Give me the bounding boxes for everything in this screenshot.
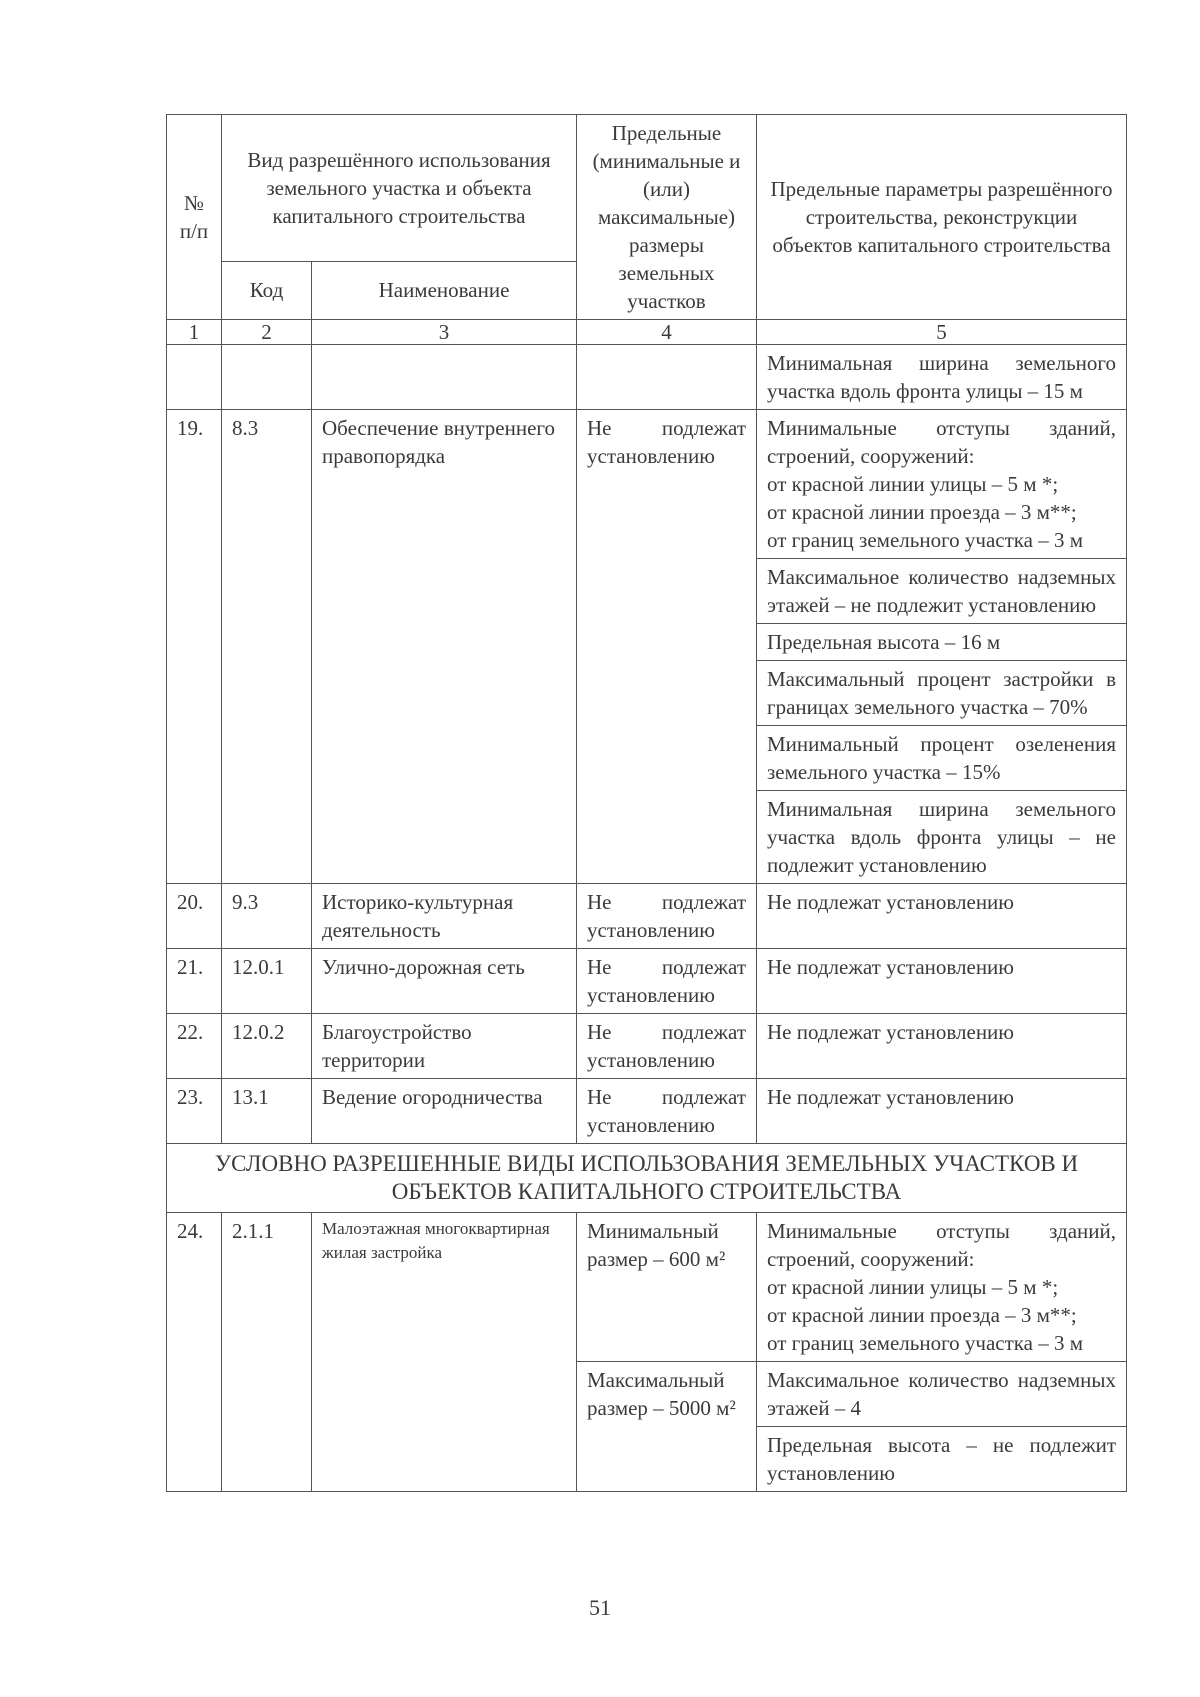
row-20-num: 20. [167,884,222,949]
row-24-setback-line: от красной линии проезда – 3 м**; [767,1303,1077,1327]
row-22-code: 12.0.2 [222,1014,312,1079]
column-number: 3 [312,320,577,345]
row-19-name: Обеспечение внутреннего правопорядка [312,410,577,884]
row-23-code: 13.1 [222,1079,312,1144]
row-22-sizes: Не подлежат установлению [577,1014,757,1079]
header-num: № п/п [167,115,222,320]
row-23-sizes: Не подлежат установлению [577,1079,757,1144]
row-23-params: Не подлежат установлению [757,1079,1127,1144]
row-19-params-height: Предельная высота – 16 м [757,624,1127,661]
section-heading: УСЛОВНО РАЗРЕШЕННЫЕ ВИДЫ ИСПОЛЬЗОВАНИЯ ЗЕМЕЛЬНЫХ УЧАСТКОВ И ОБЪЕКТОВ КАПИТАЛЬНОГО СТРОИТЕЛЬСТВА [167,1144,1127,1213]
header-params: Предельные параметры разрешённого строительства, реконструкции объектов капитального строительства [757,115,1127,320]
column-numbers-row [167,320,1127,345]
row-23-name: Ведение огородничества [312,1079,577,1144]
table-row-21 [167,949,1127,1014]
row-19-setback-line: от границ земельного участка – 3 м [767,528,1084,552]
row-continuation-params: Минимальная ширина земельного участка вдоль фронта улицы – 15 м [757,345,1127,410]
row-19-params-greenery: Минимальный процент озеленения земельного участка – 15% [757,726,1127,791]
row-21-num: 21. [167,949,222,1014]
table-row-22 [167,1014,1127,1079]
row-19-sizes: Не подлежат установлению [577,410,757,884]
header-code: Код [222,261,312,319]
row-24-setback-line: Минимальные отступы зданий, строений, сооружений: [767,1219,1116,1271]
table-row-continuation [167,345,1127,410]
row-24-size-min: Минимальный размер – 600 м² [577,1213,757,1362]
table-row-20 [167,884,1127,949]
row-22-name: Благоустройство территории [312,1014,577,1079]
column-number: 5 [757,320,1127,345]
section-heading-row [167,1144,1127,1213]
row-23-num: 23. [167,1079,222,1144]
land-use-table-wrapper [166,114,1126,1492]
row-19-num: 19. [167,410,222,884]
row-24-size-max: Максимальный размер – 5000 м² [577,1362,757,1492]
row-24-code: 2.1.1 [222,1213,312,1492]
table-row-23 [167,1079,1127,1144]
row-continuation-code [222,345,312,410]
row-24-setback-line: от границ земельного участка – 3 м [767,1331,1084,1355]
row-continuation-sizes [577,345,757,410]
row-20-params: Не подлежат установлению [757,884,1127,949]
row-20-name: Историко-культурная деятельность [312,884,577,949]
header-row-1 [167,115,1127,262]
row-19-params-coverage: Максимальный процент застройки в границах земельного участка – 70% [757,661,1127,726]
table-row-24 [167,1213,1127,1362]
row-21-name: Улично-дорожная сеть [312,949,577,1014]
row-19-params-setbacks [757,410,1127,559]
row-19-params-floors: Максимальное количество надземных этажей – не подлежит установлению [757,559,1127,624]
row-19-params-frontage: Минимальная ширина земельного участка вдоль фронта улицы – не подлежит установлению [757,791,1127,884]
header-sizes: Предельные (минимальные и (или) максимальные) размеры земельных участков [577,115,757,320]
row-21-sizes: Не подлежат установлению [577,949,757,1014]
row-21-code: 12.0.1 [222,949,312,1014]
row-continuation-name [312,345,577,410]
column-number: 4 [577,320,757,345]
row-22-params: Не подлежат установлению [757,1014,1127,1079]
column-number: 2 [222,320,312,345]
row-24-setback-line: от красной линии улицы – 5 м *; [767,1275,1059,1299]
row-20-code: 9.3 [222,884,312,949]
header-type-group: Вид разрешённого использования земельного участка и объекта капитального строительства [222,115,577,262]
row-24-params-height: Предельная высота – не подлежит установлению [757,1427,1127,1492]
row-24-num: 24. [167,1213,222,1492]
row-19-setback-line: от красной линии улицы – 5 м *; [767,472,1059,496]
page-number: 51 [589,1595,611,1620]
row-22-num: 22. [167,1014,222,1079]
row-19-code: 8.3 [222,410,312,884]
row-21-params: Не подлежат установлению [757,949,1127,1014]
land-use-table [166,114,1127,1492]
row-24-name: Малоэтажная многоквартирная жилая застройка [312,1213,577,1492]
row-19-setback-line: от красной линии проезда – 3 м**; [767,500,1077,524]
row-24-params-setbacks [757,1213,1127,1362]
row-20-sizes: Не подлежат установлению [577,884,757,949]
table-row-19 [167,410,1127,559]
row-19-setback-line: Минимальные отступы зданий, строений, сооружений: [767,416,1116,468]
row-continuation-num [167,345,222,410]
row-24-params-floors: Максимальное количество надземных этажей – 4 [757,1362,1127,1427]
column-number: 1 [167,320,222,345]
header-name: Наименование [312,261,577,319]
